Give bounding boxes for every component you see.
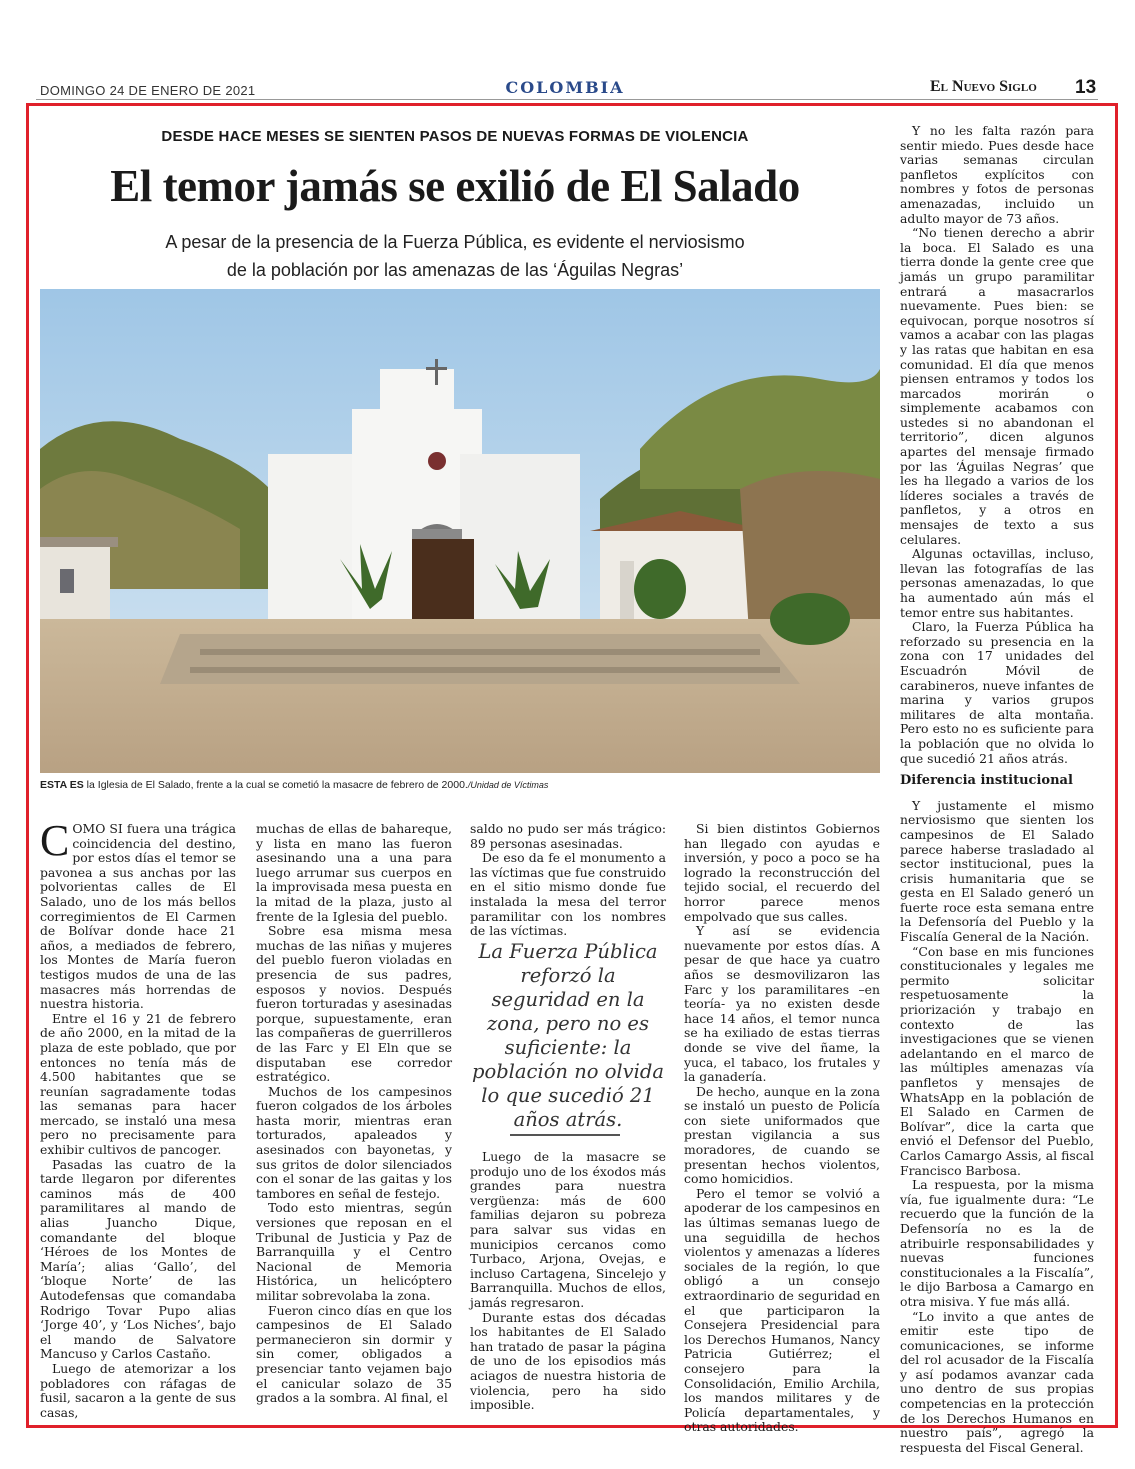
col5-paragraph: Claro, la Fuerza Pública ha reforzado su presencia en la zona con 17 unidades del Escuadrón Móvil de carabineros, nueve infantes de marina y varios grupos militares de alta montaña. Pero esto no es suficiente para la población que no olvida lo que sucedió 21 años atrás. bbox=[900, 619, 1094, 766]
col4-paragraph: Si bien distintos Gobiernos han llegado con ayudas e inversión, y poco a poco se ha logrado la reconstrucción del tejido social, el recuerdo del horror parece menos empolvado que sus calles. bbox=[684, 821, 880, 924]
article-column-4 bbox=[684, 822, 880, 1435]
article-column-1 bbox=[40, 816, 236, 1420]
col4-paragraph: Pero el temor se volvió a apoderar de los campesinos en las últimas semanas luego de una seguidilla de hechos violentos y amenazas a líderes sociales de la región, lo que obligó a un consejo extraordinario de seguridad en el que participaron la Consejera Presidencial para los Derechos Humanos, Nancy Patricia Gutiérrez; el consejero para la Consolidación, Emilio Archila, los mandos militares y de Policía departamentales, y otras autoridades. bbox=[684, 1185, 880, 1435]
subhead-line-1: A pesar de la presencia de la Fuerza Pública, es evidente el nerviosismo bbox=[165, 232, 745, 252]
newspaper-name: El Nuevo Siglo bbox=[930, 78, 1037, 95]
col5-paragraph: “No tienen derecho a abrir la boca. El Salado es una tierra donde la gente cree que jamás un grupo paramilitar entrará a masacrarlos nuevamente. Pues bien: se equivocan, porque nosotros sí vamos a acabar con las plagas y las ratas que habitan en esa comunidad. El día que menos piensen entramos y todos los marcados morirán o simplemente acabamos con ustedes si no abandonan el territorio”, dicen algunos apartes del mensaje firmado por las ‘Águilas Negras’ que les ha llegado a varios de los líderes sociales a través de panfletos, y a otros en mensajes de texto a sus celulares. bbox=[900, 225, 1094, 547]
col5-paragraph: Y no les falta razón para sentir miedo. Pues desde hace varias semanas circulan panfletos explícitos con nombres y fotos de personas amenazadas, incluido un adulto mayor de 73 años. bbox=[900, 123, 1094, 226]
caption-credit: /Unidad de Víctimas bbox=[467, 780, 549, 790]
pull-quote-divider bbox=[510, 1134, 620, 1136]
col2-paragraph: Todo esto mientras, según versiones que reposan en el Tribunal de Justicia y Paz de Barranquilla y el Centro Nacional de Memoria Histórica, un helicóptero militar sobrevolaba la zona. bbox=[256, 1200, 452, 1303]
col5-paragraph: “Lo invito a que antes de emitir este tipo de comunicaciones, se informe del rol acusador de la Fiscalía y así podamos avanzar cada uno dentro de sus propias competencias en la protección de los Derechos Humanos en nuestro país”, agregó la respuesta del Fiscal General. bbox=[900, 1308, 1094, 1455]
section-subhead: Diferencia institucional bbox=[900, 773, 1073, 789]
article-column-2 bbox=[256, 822, 452, 1406]
col1-paragraph: Luego de atemorizar a los pobladores con ráfagas de fusil, sacaron a la gente de sus casas, bbox=[40, 1360, 236, 1420]
subheadline bbox=[130, 228, 780, 284]
kicker: DESDE HACE MESES SE SIENTEN PASOS DE NUEVAS FORMAS DE VIOLENCIA bbox=[161, 128, 749, 145]
caption-lead: ESTA ES bbox=[40, 779, 84, 791]
col3-paragraph: Luego de la masacre se produjo uno de los éxodos más grandes para nuestra vergüenza: más de 600 familias dejaron su pobreza para salvar sus vidas en municipios cercanos como Turbaco, Arjona, Ovejas, e incluso Cartagena, Sincelejo y Barranquilla. Muchos de ellos, jamás regresaron. bbox=[470, 1149, 666, 1310]
article-column-3-top bbox=[470, 822, 666, 939]
caption-text: la Iglesia de El Salado, frente a la cual se cometió la masacre de febrero de 2000. bbox=[83, 779, 468, 791]
article-column-3-bottom bbox=[470, 1150, 666, 1413]
col1-paragraph: OMO SI fuera una trágica coincidencia del destino, por estos días el temor se pavonea a sus anchas por las polvorientas calles de El Salado, uno de los más bellos corregimientos de El Carmen de Bolívar donde hace 21 años, a mediados de febrero, los Montes de María fueron testigos mudos de una de las masacres más horrendas de nuestra historia. bbox=[40, 821, 236, 1012]
col3-paragraph: Durante estas dos décadas los habitantes de El Salado han tratado de pasar la página de uno de los episodios más aciagos de nuestra historia de violencia, pero ha sido imposible. bbox=[470, 1309, 666, 1413]
col3-paragraph: De eso da fe el monumento a las víctimas que fue construido en el sitio mismo donde fue instalada la mesa del terror paramilitar con los nombres de las víctimas. bbox=[470, 850, 666, 939]
dropcap: C bbox=[40, 816, 70, 865]
col5-paragraph: La respuesta, por la misma vía, fue igualmente dura: “Le recuerdo que la función de la Defensoría no es la de atribuirle responsabilidades y nuevas funciones constitucionales a la Fiscalía”, le dijo Barbosa a Camargo en otra misiva. Y fue más allá. bbox=[900, 1177, 1094, 1309]
col4-paragraph: De hecho, aunque en la zona se instaló un puesto de Policía con siete uniformados que prestan vigilancia a sus moradores, de cuando se presentan hechos violentos, como homicidios. bbox=[684, 1083, 880, 1187]
col4-paragraph: Y así se evidencia nuevamente por estos días. A pesar de que hace ya cuatro años se desmovilizaron las Farc y los paramilitares –en teoría- ya no existen desde hace 14 años, el temor nunca se ha exiliado de estas tierras donde se vive del ñame, la yuca, el tabaco, los frutales y la ganadería. bbox=[684, 923, 880, 1085]
col2-paragraph: Muchos de los campesinos fueron colgados de los árboles hasta morir, mientras eran torturados, apaleados y asesinados con bayonetas, y sus gritos de dolor silenciados con el sonar de las gaitas y los tambores en señal de festejo. bbox=[256, 1083, 452, 1201]
col5-paragraph: “Con base en mis funciones constitucionales y legales me permito solicitar respetuosamente la priorización y trabajo en contexto de las investigaciones que se vienen adelantando en el marco de las múltiples amenazas vía panfletos y mensajes de WhatsApp en la población de El Salado en Carmen de Bolívar”, dice la carta que envió el Defensor del Pueblo, Carlos Camargo Assis, al fiscal Francisco Barbosa. bbox=[900, 943, 1094, 1178]
col1-paragraph: Pasadas las cuatro de la tarde llegaron por diferentes caminos más de 400 paramilitares al mando de alias Juancho Dique, comandante del bloque ‘Héroes de los Montes de María’; alias ‘Gallo’, del ‘bloque Norte’ de las Autodefensas que comandaba Rodrigo Tovar Pupo alias ‘Jorge 40’, y ‘Los Niches’, bajo el mando de Salvatore Mancuso y Carlos Castaño. bbox=[40, 1156, 236, 1362]
pull-quote: La Fuerza Pública reforzó la seguridad en la zona, pero no es suficiente: la población no olvida lo que sucedió 21 años atrás. bbox=[471, 940, 665, 1131]
col3-paragraph: saldo no pudo ser más trágico: 89 personas asesinadas. bbox=[470, 821, 666, 851]
subhead-line-2: de la población por las amenazas de las ‘Águilas Negras’ bbox=[226, 260, 684, 280]
header-divider bbox=[36, 99, 1098, 100]
col1-paragraph: Entre el 16 y 21 de febrero de año 2000, en la mitad de la plaza de este poblado, que por entonces no tenía más de 4.500 habitantes que se reunían sagradamente todas las semanas para hacer mercado, se instaló una mesa pero no precisamente para exhibir cultivos de pancoger. bbox=[40, 1010, 236, 1158]
col5-paragraph: Algunas octavillas, incluso, llevan las fotografías de las personas amenazadas, lo que ha aumentado aún más el temor entre sus habitantes. bbox=[900, 546, 1094, 620]
photo-caption bbox=[40, 779, 880, 791]
col2-paragraph: muchas de ellas de bahareque, y lista en mano las fueron asesinando una a una para luego arrumar sus cuerpos en la improvisada mesa puesta en la mitad de la plaza, justo al frente de la Iglesia del pueblo. bbox=[256, 821, 452, 924]
article-column-5 bbox=[900, 124, 1094, 1455]
church-photo bbox=[40, 289, 880, 773]
headline: El temor jamás se exilió de El Salado bbox=[110, 161, 800, 211]
col2-paragraph: Fueron cinco días en que los campesinos de El Salado permanecieron sin dormir y sin comer, obligados a presenciar tanto vejamen bajo el canicular solazo de 35 grados a la sombra. Al final, el bbox=[256, 1302, 452, 1406]
section-name: COLOMBIA bbox=[505, 78, 625, 97]
col2-paragraph: Sobre esa misma mesa muchas de las niñas y mujeres del pueblo fueron violadas en presencia de sus padres, esposos y novios. Después fueron torturadas y asesinadas porque, supuestamente, eran las compañeras de guerrilleros de las Farc y El Eln que se disputaban ese corredor estratégico. bbox=[256, 923, 452, 1085]
header-date: DOMINGO 24 DE ENERO DE 2021 bbox=[40, 83, 256, 98]
page-number: 13 bbox=[1075, 77, 1097, 98]
col5-paragraph: Y justamente el mismo nerviosismo que sienten los campesinos de El Salado parece haberse trasladado al sector institucional, pues la crisis humanitaria que se gesta en El Salado generó un fuerte roce esta semana entre la Defensoría del Pueblo y la Fiscalía General de la Nación. bbox=[900, 797, 1094, 945]
church-photo-illustration bbox=[40, 289, 880, 773]
